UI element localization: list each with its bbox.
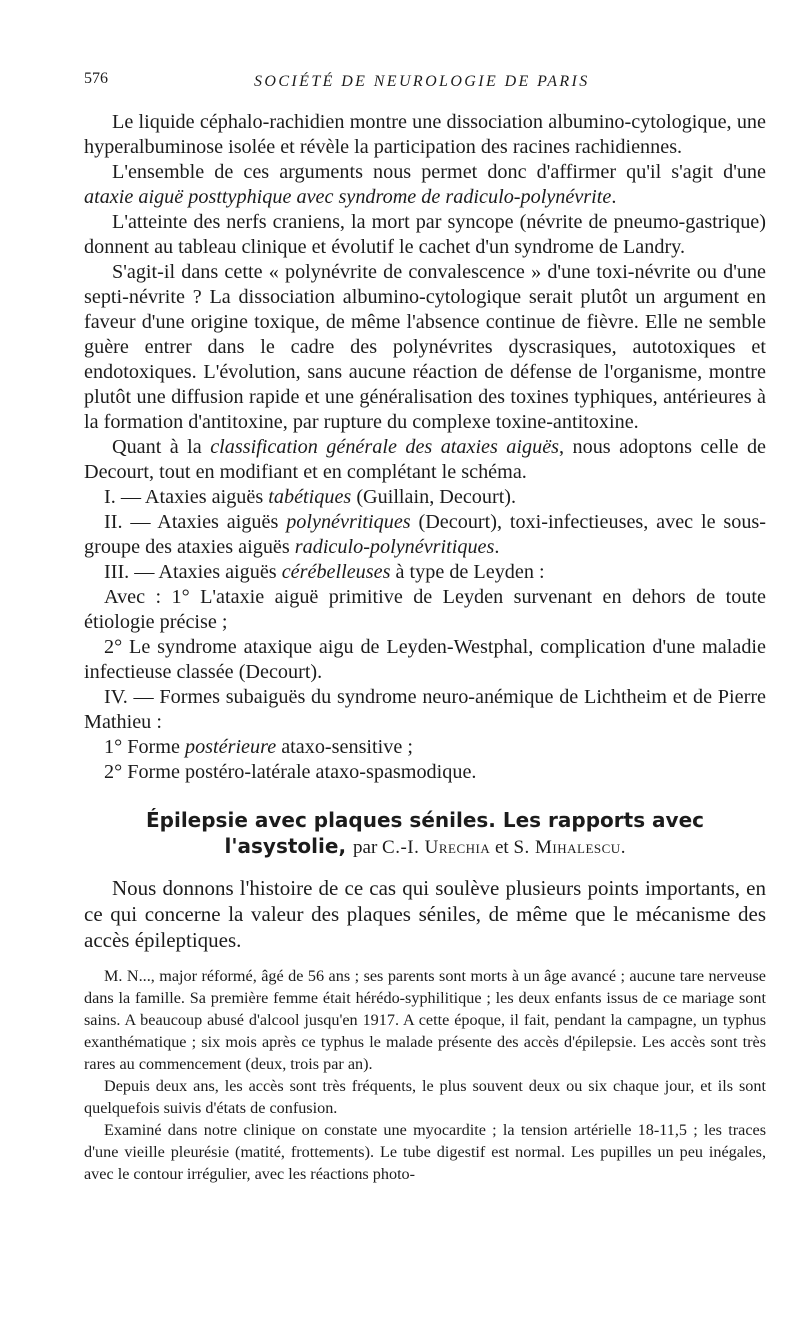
text-run: Quant à la <box>112 436 211 458</box>
text-run: III. — Ataxies aiguës <box>104 561 282 583</box>
page <box>84 70 766 1185</box>
text-run: . <box>611 186 617 208</box>
case-report <box>84 965 766 1185</box>
case-paragraph-history: M. N..., major réformé, âgé de 56 ans ; ses parents sont morts à un âge avancé ; aucune tare nerveuse dans la famille. Sa première femme était hérédo-syphilitique ; les deux enfants issus de ce mariage sont sains. A beaucoup abusé d'alcool jusqu'en 1917. A cette époque, il fait, pendant la campagne, un typhus exanthématique ; six mois après ce typhus le malade présente des accès d'épilepsie. Les accès sont très rares au commencement (deux, trois par an). <box>84 967 766 1073</box>
list-item-3b: 2° Le syndrome ataxique aigu de Leyden-Westphal, complication d'une maladie infectieuse classée (Decourt). <box>84 636 766 683</box>
author-name: C.-I. Urechia <box>382 837 491 858</box>
paragraph-conclusion <box>84 160 766 210</box>
section-authors <box>353 837 625 858</box>
text-run: (Guillain, Decourt). <box>351 486 517 508</box>
emphasis-posterieure: postérieure <box>184 736 277 758</box>
section-intro <box>84 875 766 953</box>
emphasis-tabetiques: tabétiques <box>268 486 352 508</box>
case-paragraph-exam: Examiné dans notre clinique on constate une myocardite ; la tension artérielle 18-11,5 ; les traces d'une vieille pleurésie (matité, frottements). Le tube digestif est normal. Les pupilles un peu inégales, avec le contour irrégulier, avec les réactions photo- <box>84 1121 766 1183</box>
text-run: II. — Ataxies aiguës <box>104 511 287 533</box>
text-run: à type de Leyden : <box>390 561 545 583</box>
paragraph-csf: Le liquide céphalo-rachidien montre une dissociation albumino-cytologique, une hyperalbuminose isolée et révèle la participation des racines rachidiennes. <box>84 111 766 158</box>
paragraph-intro: Nous donnons l'histoire de ce cas qui soulève plusieurs points importants, en ce qui concerne la valeur des plaques séniles, de même que le mécanisme des accès épileptiques. <box>84 876 766 952</box>
text-run: . <box>494 536 500 558</box>
emphasis-polynevritiques: polynévritiques <box>286 511 411 533</box>
text-run: 1° Forme <box>104 736 185 758</box>
emphasis-diagnosis: ataxie aiguë posttyphique avec syndrome de radiculo-polynévrite <box>84 186 612 208</box>
paragraph-landry: L'atteinte des nerfs craniens, la mort par syncope (névrite de pneumo-gastrique) donnent au tableau clinique et évolutif le cachet d'un syndrome de Landry. <box>84 211 766 258</box>
case-paragraph-frequency: Depuis deux ans, les accès sont très fréquents, le plus souvent deux ou six chaque jour, et ils sont quelquefois suivis d'états de confusion. <box>84 1077 766 1117</box>
emphasis-classification: classification générale des ataxies aiguës <box>210 436 560 458</box>
text-run: L'ensemble de ces arguments nous permet donc d'affirmer qu'il s'agit d'une <box>112 161 766 183</box>
section-title <box>84 807 766 861</box>
list-item-2 <box>84 510 766 560</box>
text-run: I. — Ataxies aiguës <box>104 486 269 508</box>
section-heading: Épilepsie avec plaques séniles. Les rapports avec l'asystolie, <box>145 808 705 858</box>
list-item-3 <box>84 560 766 585</box>
list-item-4a <box>84 735 766 760</box>
list-item-1 <box>84 485 766 510</box>
list-item-4b: 2° Forme postéro-latérale ataxo-spasmodique. <box>104 761 477 783</box>
list-item-4: IV. — Formes subaiguës du syndrome neuro-anémique de Lichtheim et de Pierre Mathieu : <box>84 686 766 733</box>
text-run: , nous adoptons celle de Decourt, tout en modifiant et en complétant le schéma. <box>84 436 767 483</box>
emphasis-radiculo: radiculo-polynévritiques <box>294 536 495 558</box>
body-text <box>84 110 766 785</box>
text-run: par <box>353 837 378 858</box>
text-run: ataxo-sensitive ; <box>276 736 413 758</box>
text-run: . <box>620 837 626 858</box>
paragraph-classification <box>84 435 766 485</box>
list-item-3a: Avec : 1° L'ataxie aiguë primitive de Leyden survenant en dehors de toute étiologie précise ; <box>84 586 766 633</box>
paragraph-toxi-nevrite: S'agit-il dans cette « polynévrite de convalescence » d'une toxi-névrite ou d'une septi-névrite ? La dissociation albumino-cytologique serait plutôt un argument en faveur d'une origine toxique, de même l'absence continue de fièvre. Elle ne semble guère entrer dans le cadre des polynévrites dyscrasiques, autotoxiques et endotoxiques. L'évolution, sans aucune réaction de défense de l'organisme, montre plutôt une diffusion rapide et une généralisation des toxines typhiques, antérieures à la formation d'antitoxine, par rupture du complexe toxine-antitoxine. <box>84 261 766 433</box>
author-name: S. Mihalescu <box>513 837 621 858</box>
text-run: et <box>494 837 509 858</box>
running-title: SOCIÉTÉ DE NEUROLOGIE DE PARIS <box>254 73 590 90</box>
page-number: 576 <box>84 70 108 87</box>
text-run: (Decourt), toxi-infectieuses, avec le sous-groupe des ataxies aiguës <box>84 511 767 558</box>
emphasis-cerebelleuses: cérébelleuses <box>281 561 391 583</box>
running-head <box>84 70 766 100</box>
